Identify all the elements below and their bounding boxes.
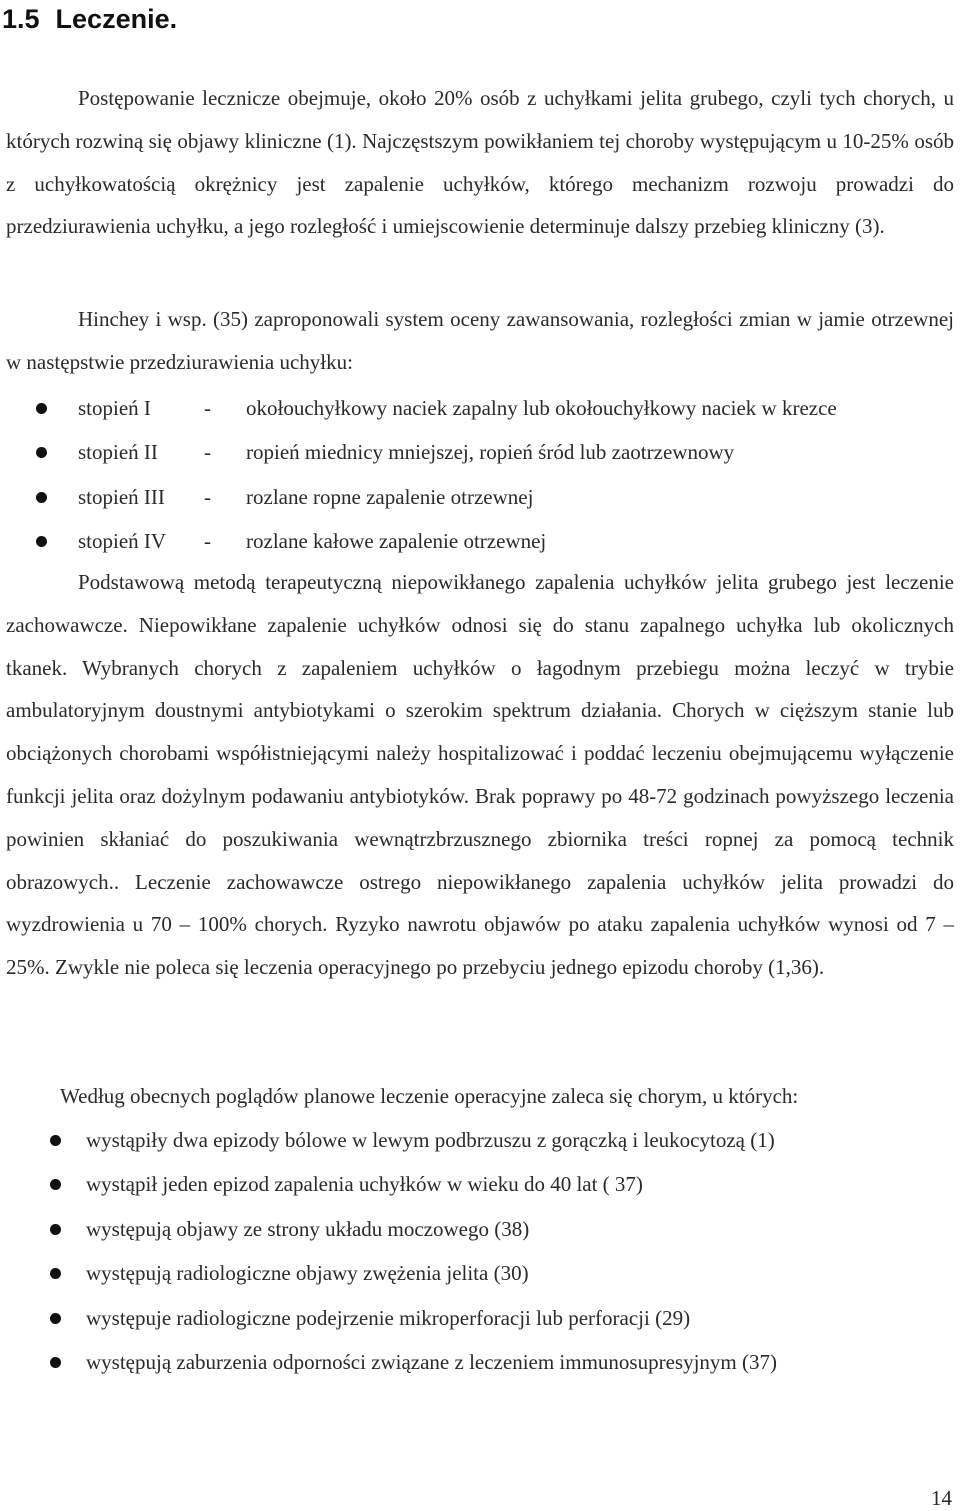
section-title: Leczenie. xyxy=(55,4,178,34)
bullet-icon xyxy=(50,1224,61,1235)
list-item: wystąpiły dwa epizody bólowe w lewym podbrzuszu z gorączką i leukocytozą (1) xyxy=(6,1118,777,1162)
bullet-icon xyxy=(50,1313,61,1324)
hinchey-stage-list xyxy=(6,386,837,563)
bullet-icon xyxy=(50,1268,61,1279)
list-item: występuje radiologiczne podejrzenie mikroperforacji lub perforacji (29) xyxy=(6,1296,777,1340)
bullet-icon xyxy=(36,447,47,458)
bullet-icon xyxy=(36,403,47,414)
list-item: wystąpił jeden epizod zapalenia uchyłków w wieku do 40 lat ( 37) xyxy=(6,1162,777,1206)
section-number: 1.5 xyxy=(2,4,40,34)
bullet-icon xyxy=(50,1135,61,1146)
paragraph-introduction: Postępowanie lecznicze obejmuje, około 20% osób z uchyłkami jelita grubego, czyli tych chorych, u których rozwiną się objawy kliniczne (1). Najczęstszym powikłaniem tej choroby występującym u 10-25% osób z uchyłkowatością okrężnicy jest zapalenie uchyłków, którego mechanizm rozwoju prowadzi do przedziurawienia uchyłku, a jego rozległość i umiejscowienie determinuje dalszy przebieg kliniczny (3). xyxy=(6,86,954,239)
list-item: stopień IV - rozlane kałowe zapalenie otrzewnej xyxy=(6,519,837,563)
surgical-indications-list xyxy=(6,1118,777,1384)
list-item: stopień III - rozlane ropne zapalenie otrzewnej xyxy=(6,475,837,519)
section-heading xyxy=(2,4,177,35)
page-number: 14 xyxy=(931,1486,952,1510)
list-item: stopień II - ropień miednicy mniejszej, ropień śród lub zaotrzewnowy xyxy=(6,430,837,474)
paragraph-hinchey: Hinchey i wsp. (35) zaproponowali system oceny zawansowania, rozległości zmian w jamie otrzewnej w następstwie przedziurawienia uchyłku: xyxy=(6,307,954,374)
bullet-icon xyxy=(50,1357,61,1368)
paragraph-surgical-indications-lead: Według obecnych poglądów planowe leczenie operacyjne zaleca się chorym, u których: xyxy=(60,1084,799,1108)
paragraph-conservative-treatment: Podstawową metodą terapeutyczną niepowikłanego zapalenia uchyłków jelita grubego jest leczenie zachowawcze. Niepowikłane zapalenie uchyłków odnosi się do stanu zapalnego uchyłka lub okolicznych tkanek. Wybranych chorych z zapaleniem uchyłków o łagodnym przebiegu można leczyć w trybie ambulatoryjnym doustnymi antybiotykami o szerokim spektrum działania. Chorych w cięższym stanie lub obciążonych chorobami współistniejącymi należy hospitalizować i poddać leczeniu obejmującemu wyłączenie funkcji jelita oraz dożylnym podawaniu antybiotyków. Brak poprawy po 48-72 godzinach powyższego leczenia powinien skłaniać do poszukiwania wewnątrzbrzusznego zbiornika treści ropnej za pomocą technik obrazowych.. Leczenie zachowawcze ostrego niepowikłanego zapalenia uchyłków jelita prowadzi do wyzdrowienia u 70 – 100% chorych. Ryzyko nawrotu objawów po ataku zapalenia uchyłków wynosi od 7 – 25%. Zwykle nie poleca się leczenia operacyjnego po przebyciu jednego epizodu choroby (1,36). xyxy=(6,570,954,980)
list-item: występują radiologiczne objawy zwężenia jelita (30) xyxy=(6,1251,777,1295)
bullet-icon xyxy=(36,536,47,547)
bullet-icon xyxy=(50,1179,61,1190)
list-item: stopień I - okołouchyłkowy naciek zapalny lub okołouchyłkowy naciek w krezce xyxy=(6,386,837,430)
list-item: występują objawy ze strony układu moczowego (38) xyxy=(6,1207,777,1251)
bullet-icon xyxy=(36,492,47,503)
list-item: występują zaburzenia odporności związane z leczeniem immunosupresyjnym (37) xyxy=(6,1340,777,1384)
